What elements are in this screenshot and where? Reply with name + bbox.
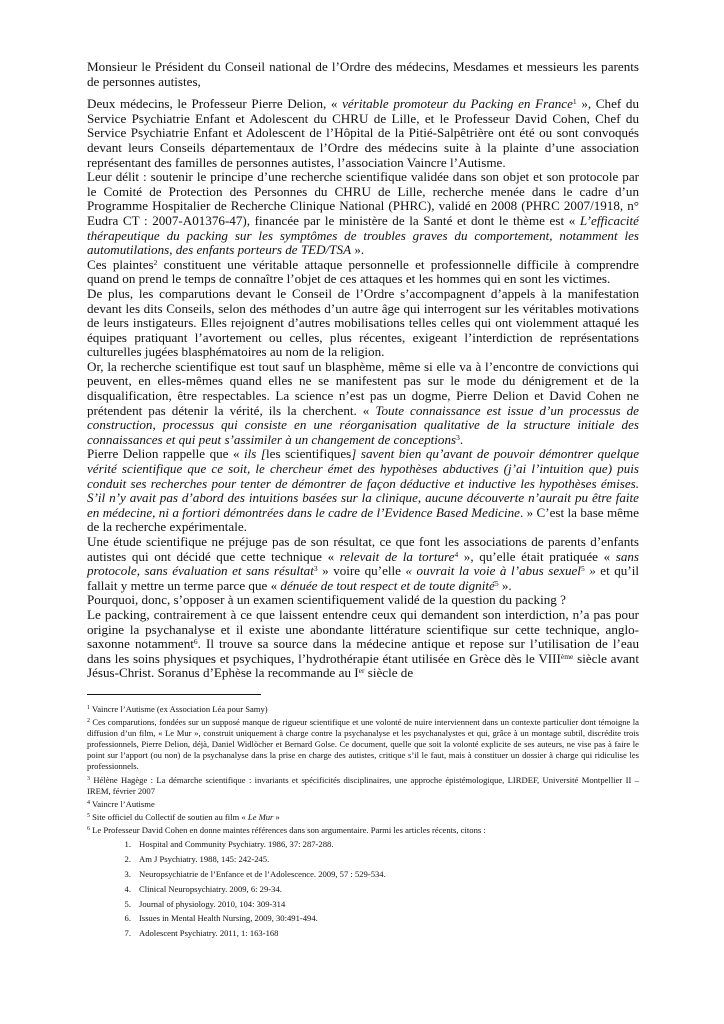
paragraph-science <box>87 360 639 448</box>
reference-number: 7. <box>124 928 131 939</box>
reference-item <box>118 869 639 880</box>
reference-text: Issues in Mental Health Nursing, 2009, 30:491-494. <box>139 913 318 924</box>
text: », qu’elle était pratiquée « <box>458 548 616 564</box>
footnote-number: 6 <box>87 825 90 832</box>
footnote-4 <box>87 799 639 810</box>
text: ». <box>351 242 365 258</box>
footnote-ref[interactable]: 2 <box>153 257 158 267</box>
film-title: Le Mur <box>247 811 274 822</box>
footnote-ref[interactable]: 5 <box>494 578 499 588</box>
quote-text: relevait de la torture <box>339 548 455 564</box>
text: Pierre Delion rappelle que « <box>87 446 245 462</box>
reference-number: 1. <box>124 838 131 849</box>
letter-body <box>87 60 639 681</box>
text: », Chef du Service Psychiatrie Enfant et Adolescent du CHRU de Lille, et le Professeur David Cohen, Chef du Service Psychiatrie Enfant et Adolescent de l’Hôpital de la Pitié-Salpêtrière ont été ou sont convoqués devant leurs Conseils départementaux de l’Ordre des médecins suite à la plainte d’une association représentant des familles de personnes autistes, l’association Vaincre l’Autisme. <box>87 96 640 170</box>
reference-item <box>118 839 639 850</box>
text: les scientifiques <box>266 446 352 462</box>
reference-text: Am J Psychiatry. 1988, 145: 242-245. <box>139 853 270 864</box>
footnote-text: Vaincre l’Autisme <box>90 798 155 809</box>
footnote-text: Ces comparutions, fondées sur un supposé manque de rigueur scientifique et une volonté de nuire interviennent dans un contexte particulier dont témoigne la diffusion d’un film, « Le Mur », construit uniquement à charge contre la psychanalyse et les psychanalystes et qui, grâce à un montage subtil, discrédite trois professionnels, Pierre Delion, déjà, Daniel Widlöcher et Bernard Golse. Ce document, quelle que soit la volonté explicite de ses auteurs, ne vise pas à faire le point sur l’apport (ou non) de la psychanalyse dans la prise en charge des autistes, critique s’il le faut, mais à constituer un dossier à charge qui ridiculise les professionnels. <box>87 717 639 772</box>
text: Or, la recherche scientifique est tout sauf un blasphème, même si elle va à l’encontre de convictions qui peuvent, en elles-mêmes quand elles ne se manifestent pas sur le mode du dénigrement et de la disqualification, être respectables. La science n’est pas un dogme, Pierre Delion et David Cohen ne prétendent pas détenir la vérité, ils la cherchent. « <box>87 358 639 418</box>
text: . <box>459 431 464 447</box>
text: Ces plaintes <box>87 256 154 272</box>
text: et qu’il fallait y mettre un terme parce que « <box>87 563 639 593</box>
footnote-3 <box>87 775 639 797</box>
quote-text: véritable promoteur du Packing en France <box>342 96 573 112</box>
footnote-ref[interactable]: 3 <box>313 564 318 574</box>
reference-item <box>118 854 639 865</box>
text: . » C’est la base même de la recherche expérimentale. <box>87 504 639 535</box>
text: siècle de <box>364 665 414 681</box>
footnote-ref[interactable]: 4 <box>454 549 459 559</box>
footnote-text: » <box>273 811 280 822</box>
footnote-ref[interactable]: 1 <box>572 97 577 107</box>
reference-text: Adolescent Psychiatry. 2011, 1: 163-168 <box>139 928 279 939</box>
text: Pourquoi, donc, s’opposer à un examen scientifiquement validé de la question du packing ? <box>87 592 566 608</box>
quote-text: dénuée de tout respect et de toute dignité <box>280 577 495 593</box>
quote-text: » <box>584 563 596 579</box>
text: siècle avant Jésus-Christ. Soranus d’Ephèse la recommande au I <box>87 650 639 681</box>
quote-text: ils [ <box>244 446 267 462</box>
footnote-number: 1 <box>87 704 90 711</box>
quote-text: ] savent bien qu’avant de pouvoir démontrer quelque vérité scientifique que ce soit, le chercheur émet des hypothèses abductives (j’ai l’intuition que) puis conduit ses recherches pour tenter de démontrer de façon déductive et inductive les hypothèses émises. S’il n’y avait pas d’abord des intuitions basées sur la clinique, aucune découverte n’aurait pu être faite en médecine, ni a fortiori démontrées dans le cadre de l’Evidence Based Medicine <box>87 446 640 520</box>
footnote-number: 4 <box>87 799 90 806</box>
paragraph-question <box>87 593 639 608</box>
text: » voire qu’elle <box>317 563 406 579</box>
reference-number: 6. <box>124 913 131 924</box>
reference-text: Journal of physiology. 2010, 104: 309-314 <box>139 898 286 909</box>
paragraph-study <box>87 535 639 593</box>
footnote-divider <box>87 694 261 695</box>
footnote-text: Site officiel du Collectif de soutien au film « <box>90 811 248 822</box>
quote-text: Toute connaissance est issue d’un processus de construction, processus qui consiste en une réorganisation qualitative de la structure initiale des connaissances et qui peut s’assimiler à un changement de conceptions <box>87 402 639 447</box>
reference-list <box>87 839 639 939</box>
reference-item <box>118 899 639 910</box>
text: Une étude scientifique ne préjuge pas de son résultat, ce que font les associations de parents d’enfants autistes qui ont décidé que cette technique « <box>87 534 639 564</box>
salutation-paragraph <box>87 60 639 89</box>
footnote-ref[interactable]: 3 <box>456 432 460 442</box>
footnote-ref[interactable]: 5 <box>580 564 585 574</box>
footnote-number: 5 <box>87 812 90 819</box>
footnote-number: 3 <box>87 775 90 782</box>
text: ». <box>498 577 512 593</box>
paragraph-delion-quote <box>87 447 639 535</box>
footnote-5 <box>87 812 639 823</box>
quote-text: sans protocole, sans évaluation et sans résultat <box>87 548 640 579</box>
text: Le packing, contrairement à ce que laissent entendre ceux qui demandent son interdiction, n’a pas pour origine la psychanalyse et il existe une abondante littérature scientifique sur cette technique, anglo-saxonne notamment <box>87 606 639 652</box>
text: Leur délit : soutenir le principe d’une recherche scientifique validée dans son objet et son protocole par le Comité de Protection des Personnes du CHRU de Lille, recherche menée dans le cadre d’un Programme Hospitalier de Recherche Clinique National (PHRC), validé en 2008 (PHRC 2007/1918, n° Eudra CT : 2007-A01376-47), financée par le ministère de la Santé et dont le thème est « <box>87 169 639 228</box>
reference-number: 3. <box>124 868 131 879</box>
quote-text: L’efficacité thérapeutique du packing sur les symptômes de troubles graves du comportement, notamment les automutilations, des enfants porteurs de TED/TSA <box>87 212 639 258</box>
footnotes <box>87 704 639 939</box>
reference-text: Clinical Neuropsychiatry. 2009, 6: 29-34. <box>139 883 282 894</box>
footnote-number: 2 <box>87 718 90 725</box>
footnote-2 <box>87 717 639 772</box>
salutation-text: Monsieur le Président du Conseil national de l’Ordre des médecins, Mesdames et messieurs les parents de personnes autistes, <box>87 59 639 89</box>
reference-text: Hospital and Community Psychiatry. 1986, 37: 287-288. <box>139 838 334 849</box>
footnote-text: Hélène Hagège : La démarche scientifique : invariants et spécificités disciplinaires, une approche épistémologique, LIRDEF, Université Montpellier II – IREM, février 2007 <box>87 774 639 796</box>
reference-number: 5. <box>124 898 131 909</box>
paragraph-packing <box>87 608 639 681</box>
footnote-6 <box>87 825 639 836</box>
text: De plus, les comparutions devant le Conseil de l’Ordre s’accompagnent d’appels à la manifestation devant les dits Conseils, selon des méthodes d’un autre âge qui interrogent sur les véritables motivations de leurs instigateurs. Elles rejoignent d’autres mobilisations telles celles qui ont violemment attaqué les équipes pratiquant l’avortement ou celles, plus récentes, exigeant l’interdiction de représentations culturelles jugées blasphématoires au nom de la religion. <box>87 285 639 360</box>
ordinal-suffix: ème <box>560 651 574 661</box>
paragraph-complaints <box>87 258 639 287</box>
paragraph-demonstrations <box>87 287 639 360</box>
reference-number: 2. <box>124 853 131 864</box>
text: Deux médecins, le Professeur Pierre Delion, « <box>87 96 343 112</box>
reference-item <box>118 884 639 895</box>
quote-text: « ouvrait la voie à l’abus sexuel <box>405 563 581 579</box>
text: constituent une véritable attaque personnelle et professionnelle difficile à comprendre quand on prend le temps de connaître l’objet de ces attaques et les hommes qui en sont les victimes. <box>87 256 639 287</box>
footnote-ref[interactable]: 6 <box>193 637 198 647</box>
document-page <box>87 60 639 943</box>
paragraph-offense <box>87 170 639 258</box>
ordinal-suffix: er <box>358 666 365 676</box>
paragraph-doctors <box>87 97 639 170</box>
reference-number: 4. <box>124 883 131 894</box>
reference-item <box>118 928 639 939</box>
reference-text: Neuropsychiatrie de l’Enfance et de l’Adolescence. 2009, 57 : 529-534. <box>139 868 386 879</box>
footnote-text: Vaincre l’Autisme (ex Association Léa pour Samy) <box>90 703 268 714</box>
footnote-1 <box>87 704 639 715</box>
footnote-text: Le Professeur David Cohen en donne maintes références dans son argumentaire. Parmi les articles récents, citons : <box>90 824 486 835</box>
reference-item <box>118 913 639 924</box>
text: . Il trouve sa source dans la médecine antique et repose sur l’utilisation de l’eau dans les soins physiques et psychiques, l’hydrothérapie étant utilisée en Grèce dès le VIII <box>87 636 640 666</box>
